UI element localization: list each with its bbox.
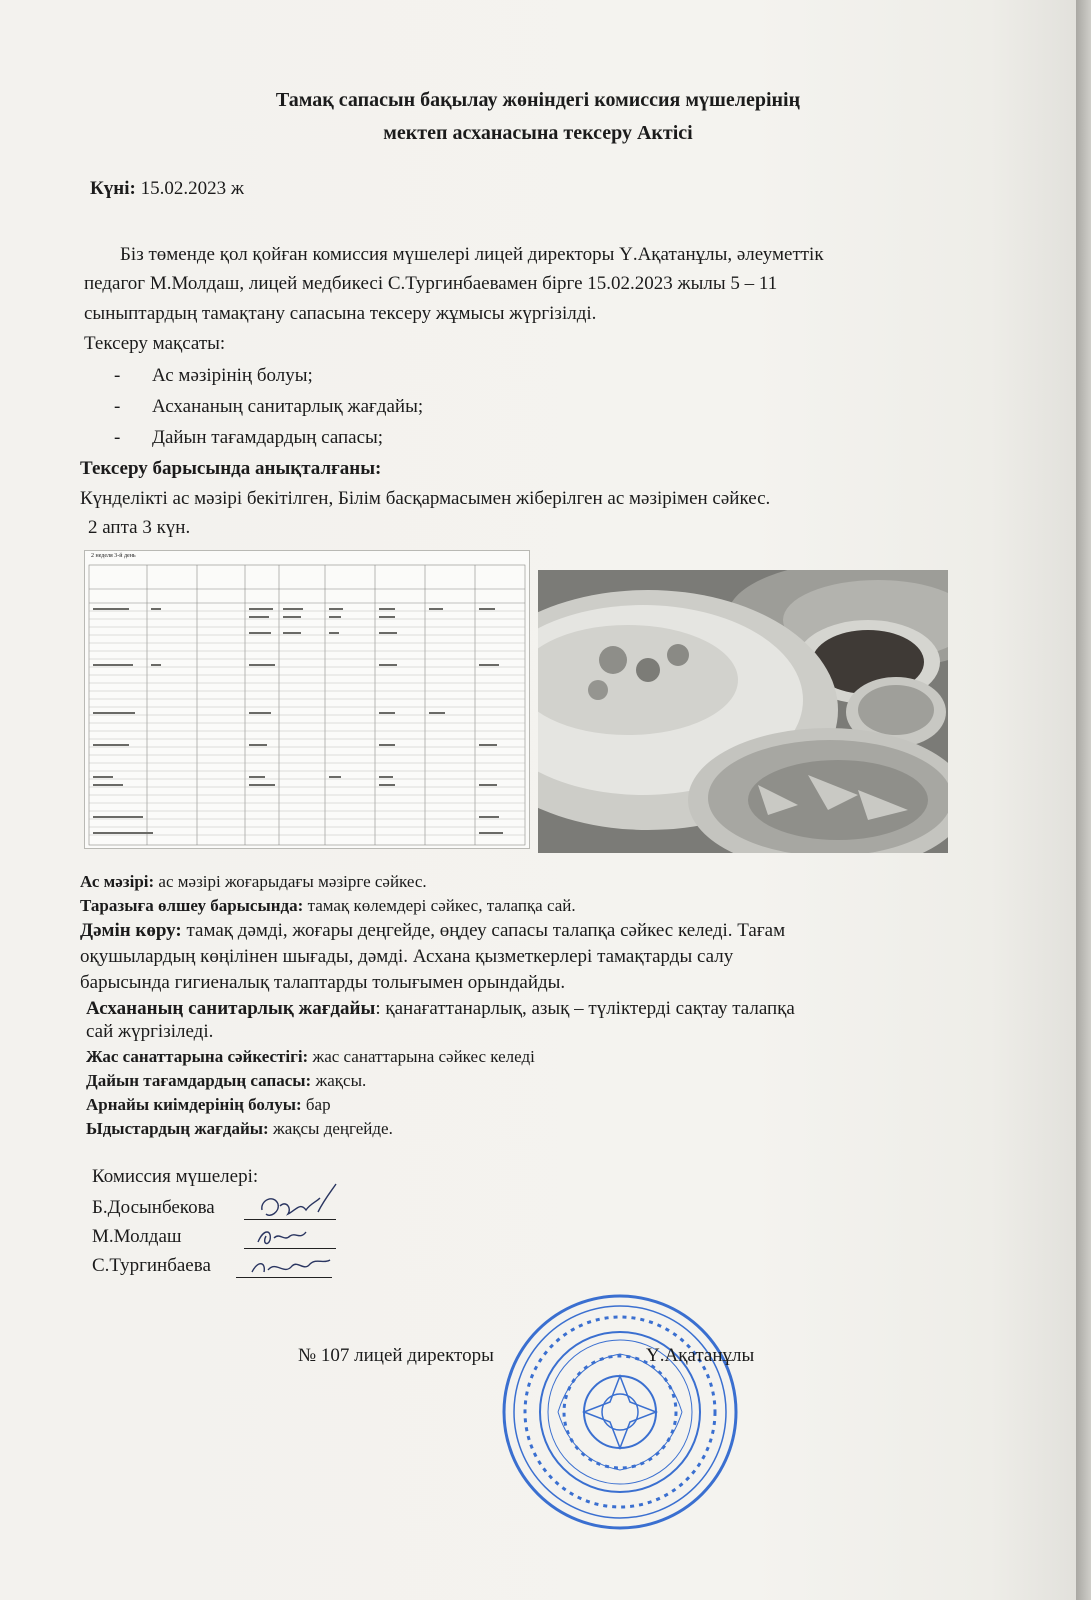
- official-stamp: [498, 1290, 743, 1535]
- purpose-item: - Дайын тағамдардың сапасы;: [114, 427, 384, 448]
- quality-result: Дайын тағамдардың сапасы: жақсы.: [86, 1071, 367, 1090]
- findings-line-2: 2 апта 3 күн.: [88, 517, 191, 538]
- title-line-2: мектеп асханасына тексеру Актісі: [383, 122, 693, 144]
- intro-line-1: Біз төменде қол қойған комиссия мүшелері лицей директоры Ү.Ақатанұлы, әлеуметтік: [120, 244, 824, 265]
- weigh-result: Таразыға өлшеу барысында: тамақ көлемдері сәйкес, талапқа сай.: [80, 896, 576, 915]
- commission-member: Б.Досынбекова: [92, 1197, 215, 1218]
- taste-result-line-2: оқушылардың көңілінен шығады, дәмді. Асхана қызметкерлері тамақтарды салу: [80, 946, 734, 967]
- purpose-item: - Ас мәзірінің болуы;: [114, 365, 313, 386]
- date-value: 15.02.2023 ж: [135, 178, 244, 199]
- taste-result-line-3: барысында гигиеналық талаптарды толығымен орындайды.: [80, 972, 566, 993]
- sanitary-result-line-2: сай жүргізіледі.: [86, 1021, 214, 1042]
- commission-heading: Комиссия мүшелері:: [92, 1166, 259, 1187]
- intro-line-3: сыныптардың тамақтану сапасына тексеру жұмысы жүргізілді.: [84, 303, 597, 324]
- taste-result-line-1: Дәмін көру: тамақ дәмді, жоғары деңгейде, өңдеу сапасы талапқа сәйкес келеді. Тағам: [80, 920, 786, 941]
- title-line-1: Тамақ сапасын бақылау жөніндегі комиссия мүшелерінің: [275, 89, 801, 111]
- menu-result: Ас мәзірі: ас мәзірі жоғарыдағы мәзірге сәйкес.: [80, 872, 427, 891]
- purpose-item: - Асхананың санитарлық жағдайы;: [114, 396, 424, 417]
- purpose-heading: Тексеру мақсаты:: [84, 333, 226, 354]
- date-line: [90, 178, 244, 200]
- food-photo-drawing: [538, 570, 948, 853]
- findings-line-1: Күнделікті ас мәзірі бекітілген, Білім басқармасымен жіберілген ас мәзірімен сәйкес.: [80, 488, 771, 509]
- menu-table-grid: [85, 551, 529, 848]
- commission-member: М.Молдаш: [92, 1226, 182, 1247]
- director-label: № 107 лицей директоры: [298, 1345, 494, 1366]
- page-edge: [1076, 0, 1091, 1600]
- findings-heading: Тексеру барысында анықталғаны:: [80, 458, 382, 479]
- director-name: Ү.Ақатанұлы: [646, 1345, 755, 1366]
- intro-line-2: педагог М.Молдаш, лицей медбикесі С.Тургинбаевамен бірге 15.02.2023 жылы 5 – 11: [84, 273, 778, 294]
- date-label: Күні:: [90, 178, 136, 199]
- food-photo: [538, 570, 948, 853]
- signatures: [240, 1180, 350, 1290]
- age-result: Жас санаттарына сәйкестігі: жас санаттарына сәйкес келеді: [86, 1047, 535, 1066]
- menu-table-image: [84, 550, 530, 849]
- menu-table-caption: 2 неделя 3-й день: [91, 553, 136, 559]
- commission-member: С.Тургинбаева: [92, 1255, 211, 1276]
- clothes-result: Арнайы киімдерінің болуы: бар: [86, 1095, 331, 1114]
- sanitary-result-line-1: Асхананың санитарлық жағдайы: қанағаттанарлық, азық – түліктерді сақтау талапқа: [86, 998, 795, 1019]
- dishes-result: Ыдыстардың жағдайы: жақсы деңгейде.: [86, 1119, 393, 1138]
